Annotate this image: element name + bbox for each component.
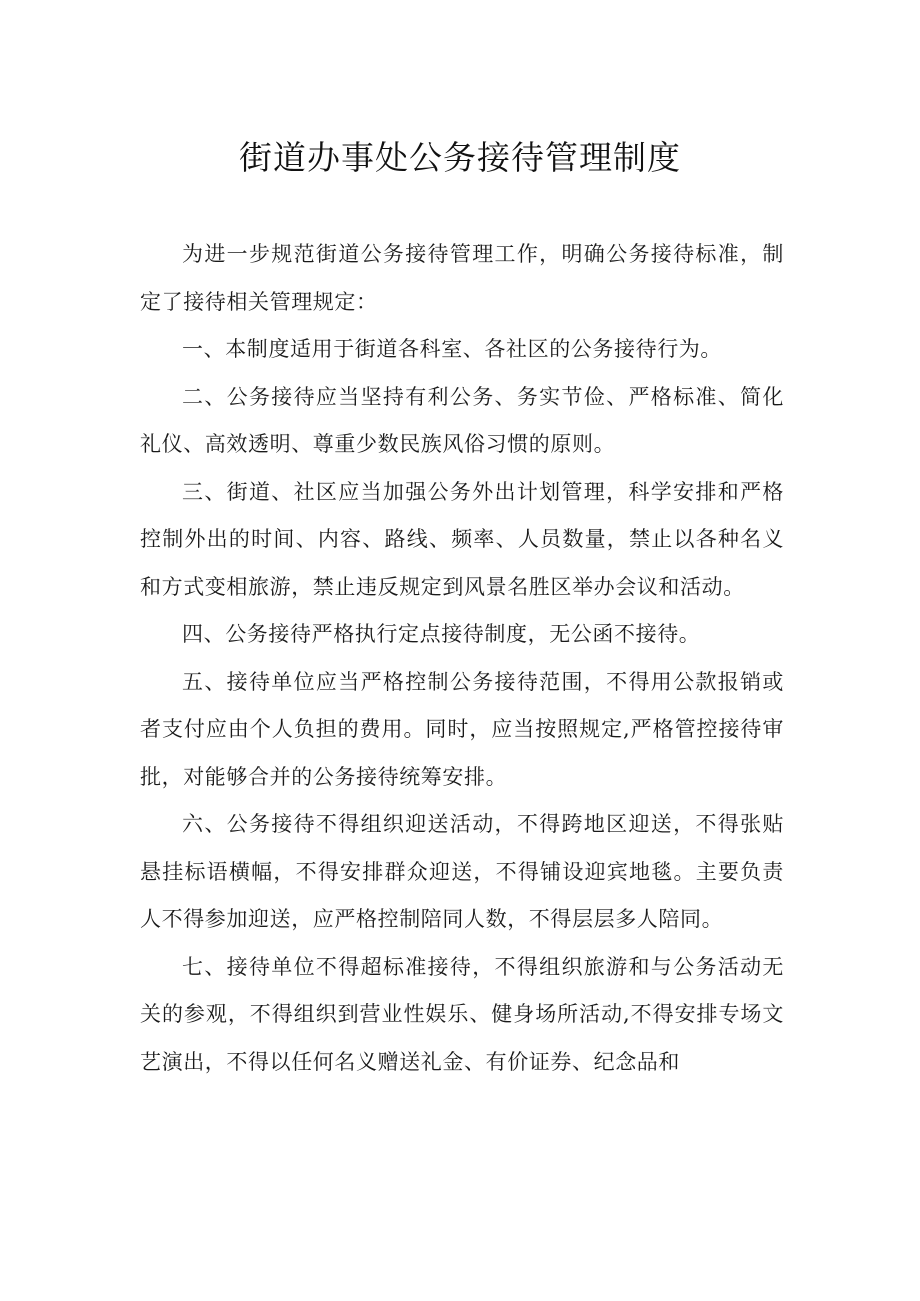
clause-5-paragraph: 五、接待单位应当严格控制公务接待范围，不得用公款报销或者支付应由个人负担的费用。同时，应当按照规定,严格管控接待审批，对能够合并的公务接待统筹安排。	[140, 669, 784, 789]
document-body	[140, 231, 784, 1086]
intro-paragraph: 为进一步规范街道公务接待管理工作，明确公务接待标准，制定了接待相关管理规定：	[140, 242, 784, 314]
document-title: 街道办事处公务接待管理制度	[239, 138, 681, 177]
clause-4-paragraph: 四、公务接待严格执行定点接待制度，无公函不接待。	[182, 622, 701, 646]
clause-3-paragraph: 三、街道、社区应当加强公务外出计划管理，科学安排和严格控制外出的时间、内容、路线、频率、人员数量，禁止以各种名义和方式变相旅游，禁止违反规定到风景名胜区举办会议和活动。	[140, 479, 784, 599]
clause-7-paragraph: 七、接待单位不得超标准接待，不得组织旅游和与公务活动无关的参观，不得组织到营业性娱乐、健身场所活动,不得安排专场文艺演出，不得以任何名义赠送礼金、有价证券、纪念品和	[140, 954, 784, 1074]
clause-1-paragraph: 一、本制度适用于街道各科室、各社区的公务接待行为。	[182, 337, 722, 361]
clause-6-paragraph: 六、公务接待不得组织迎送活动，不得跨地区迎送，不得张贴悬挂标语横幅，不得安排群众迎送，不得铺设迎宾地毯。主要负责人不得参加迎送，应严格控制陪同人数，不得层层多人陪同。	[140, 812, 784, 931]
clause-2-paragraph: 二、公务接待应当坚持有利公务、务实节俭、严格标准、简化礼仪、高效透明、尊重少数民族风俗习惯的原则。	[140, 384, 784, 456]
